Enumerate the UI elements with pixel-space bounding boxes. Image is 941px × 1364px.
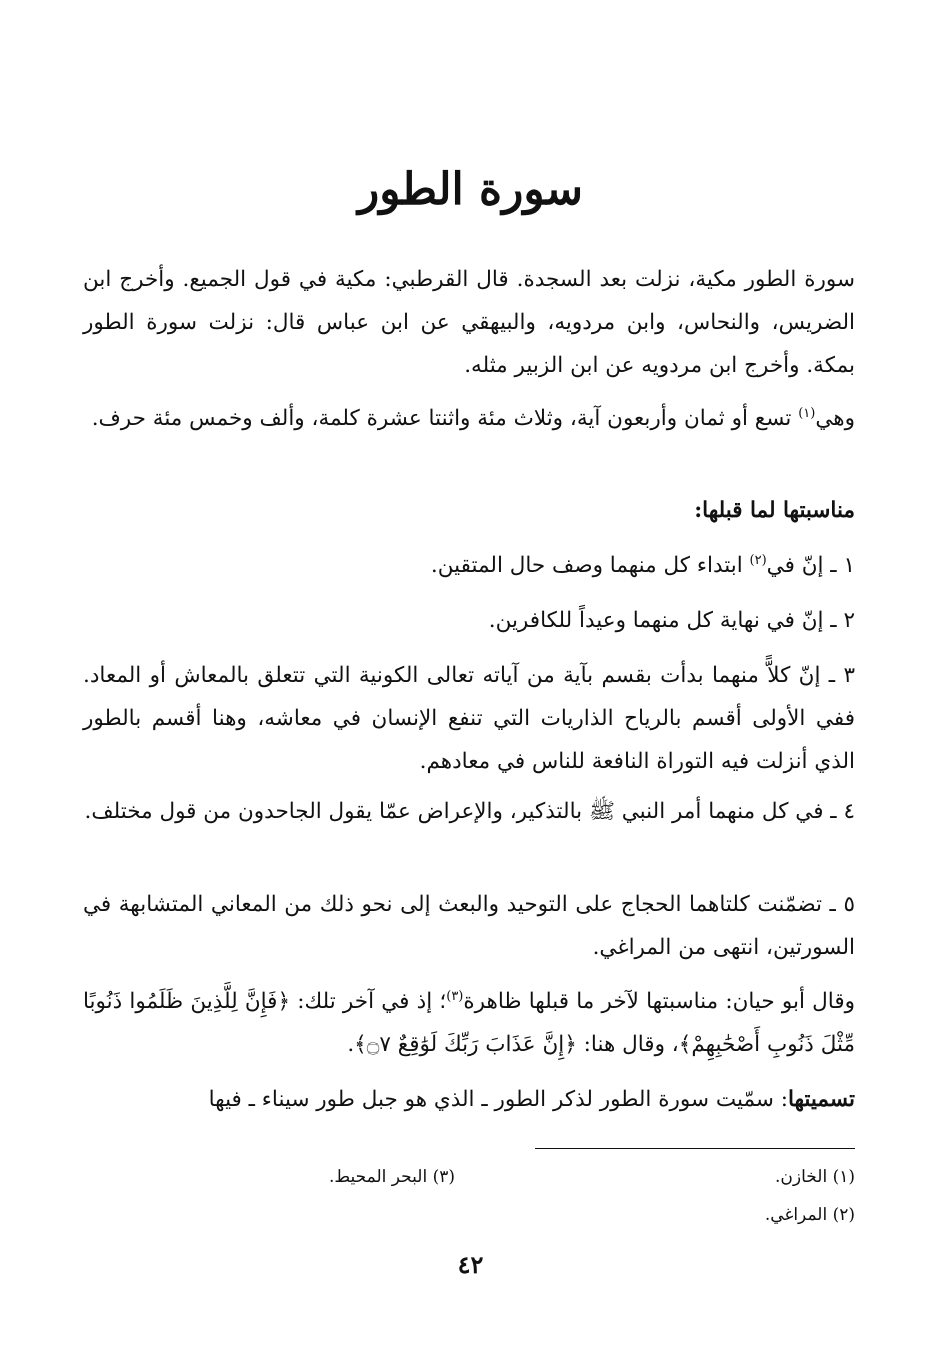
footnote-ref-1: (١) <box>798 405 816 421</box>
point-4: ٤ ـ في كل منهما أمر النبي ﷺ بالتذكير، والإعراض عمّا يقول الجاحدون من قول مختلف. <box>84 799 855 824</box>
count-text: تسع أو ثمان وأربعون آية، وثلاث مئة واثنتا عشرة كلمة، وألف وخمس مئة حرف. <box>91 406 792 431</box>
point-5: ٥ ـ تضمّنت كلتاهما الحجاج على التوحيد والبعث إلى نحو ذلك من المعاني المتشابهة في السورتين، انتهى من المراغي. <box>83 892 855 960</box>
count-prefix: وهي <box>815 406 855 431</box>
abu-hayyan-paragraph <box>83 980 855 1066</box>
footnote-1: (١) الخازن. <box>775 1167 855 1187</box>
page-number: ٤٢ <box>457 1250 484 1279</box>
point-3: ٣ ـ إنّ كلاًّ منهما بدأت بقسم بآية من آياته تعالى الكونية التي تتعلق بالمعاش أو المعاد. ففي الأولى أقسم بالرياح الذاريات التي تنفع الإنسان في معاشه، وهنا أقسم بالطور الذي أنزلت فيه التوراة النافعة للناس في معادهم. <box>83 663 855 774</box>
point-1 <box>83 544 855 587</box>
section-heading: مناسبتها لما قبلها: <box>694 498 855 523</box>
abu-hayyan-after: ؛ إذ في آخر تلك: ﴿فَإِنَّ لِلَّذِينَ ظَلَمُوا ذَنُوبًا مِّثْلَ ذَنُوبِ أَصْحَٰبِهِمْ﴾، وقال هنا: ﴿إِنَّ عَذَابَ رَبِّكَ لَوَٰقِعٌ ۝٧﴾. <box>83 989 855 1057</box>
point-2: ٢ ـ إنّ في نهاية كل منهما وعيداً للكافرين. <box>488 608 855 633</box>
point-1-text: ابتداء كل منهما وصف حال المتقين. <box>430 553 750 578</box>
footnote-ref-2: (٢) <box>749 552 767 568</box>
abu-hayyan-before: وقال أبو حيان: مناسبتها لآخر ما قبلها ظاهرة <box>463 989 855 1014</box>
footnote-separator <box>535 1148 855 1149</box>
point-1-prefix: ١ ـ إنّ في <box>766 553 855 578</box>
footnote-ref-3: (٣) <box>446 988 464 1004</box>
intro-paragraph: سورة الطور مكية، نزلت بعد السجدة. قال القرطبي: مكية في قول الجميع. وأخرج ابن الضريس، والنحاس، وابن مردويه، والبيهقي عن ابن عباس قال: نزلت سورة الطور بمكة. وأخرج ابن مردويه عن ابن الزبير مثله. <box>83 267 855 378</box>
naming-label: تسميتها <box>787 1087 855 1112</box>
naming-text: : سمّيت سورة الطور لذكر الطور ـ الذي هو جبل طور سيناء ـ فيها <box>208 1087 788 1112</box>
surah-title: سورة الطور <box>358 164 583 215</box>
footnote-3: (٣) البحر المحيط. <box>329 1167 455 1187</box>
footnote-2: (٢) المراغي. <box>764 1205 855 1225</box>
naming-paragraph <box>83 1078 855 1121</box>
verse-count-paragraph <box>83 397 855 440</box>
